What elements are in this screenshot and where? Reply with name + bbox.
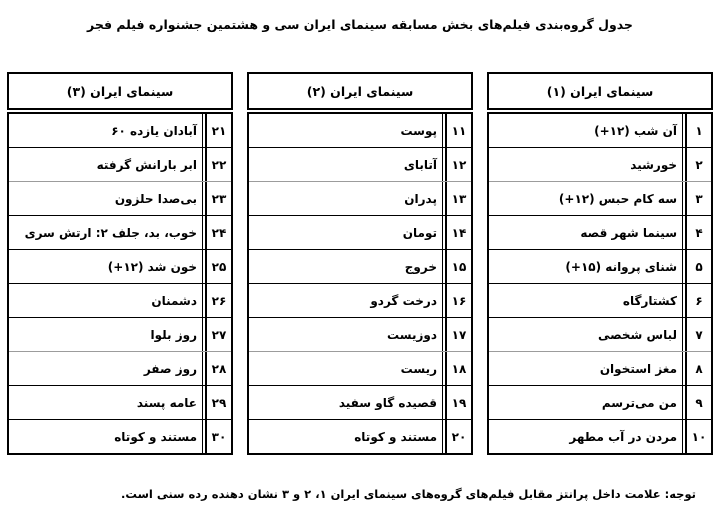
film-number: ۲۱ (205, 114, 231, 147)
table-row (9, 216, 231, 250)
film-title: آن شب (۱۲+) (489, 114, 683, 147)
table-cinema-group-1 (487, 72, 713, 455)
table-row (489, 386, 711, 420)
film-number: ۲۲ (205, 148, 231, 181)
film-title: تومان (249, 216, 443, 249)
film-title: ریست (249, 352, 443, 385)
tables-row (0, 72, 720, 455)
film-number: ۱۷ (445, 318, 471, 351)
film-number: ۲ (685, 148, 711, 181)
film-number: ۲۵ (205, 250, 231, 283)
film-title: روز بلوا (9, 318, 203, 351)
film-number: ۱۸ (445, 352, 471, 385)
table-row (489, 148, 711, 182)
table-row (249, 182, 471, 216)
film-title: دوزیست (249, 318, 443, 351)
film-title: بی‌صدا حلزون (9, 182, 203, 215)
film-number: ۶ (685, 284, 711, 317)
film-number: ۲۴ (205, 216, 231, 249)
table-body-group-2 (247, 112, 473, 455)
table-row (489, 420, 711, 453)
table-row (9, 250, 231, 284)
film-number: ۳ (685, 182, 711, 215)
film-title: لباس شخصی (489, 318, 683, 351)
table-body-group-1 (487, 112, 713, 455)
film-number: ۱۵ (445, 250, 471, 283)
table-row (9, 148, 231, 182)
film-title: قصیده گاو سفید (249, 386, 443, 419)
film-number: ۲۶ (205, 284, 231, 317)
table-row (489, 114, 711, 148)
table-row (249, 114, 471, 148)
film-title: خورشید (489, 148, 683, 181)
film-title: خون شد (۱۲+) (9, 250, 203, 283)
table-row (9, 114, 231, 148)
film-title: سینما شهر قصه (489, 216, 683, 249)
film-title: خوب، بد، جلف ۲: ارتش سری (9, 216, 203, 249)
table-header-group-1: سینمای ایران (۱) (487, 72, 713, 110)
table-row (249, 148, 471, 182)
film-title: مردن در آب مطهر (489, 420, 683, 453)
table-row (249, 318, 471, 352)
table-row (489, 352, 711, 386)
film-title: مستند و کوتاه (9, 420, 203, 453)
film-title: روز صفر (9, 352, 203, 385)
film-title: ابر بارانش گرفته (9, 148, 203, 181)
film-title: دشمنان (9, 284, 203, 317)
film-title: من می‌ترسم (489, 386, 683, 419)
table-row (9, 284, 231, 318)
film-title: پوست (249, 114, 443, 147)
film-title: مستند و کوتاه (249, 420, 443, 453)
film-number: ۱۰ (685, 420, 711, 453)
film-number: ۲۷ (205, 318, 231, 351)
film-title: آتابای (249, 148, 443, 181)
film-number: ۱۲ (445, 148, 471, 181)
table-row (249, 352, 471, 386)
table-header-group-3: سینمای ایران (۳) (7, 72, 233, 110)
film-number: ۱۱ (445, 114, 471, 147)
film-number: ۹ (685, 386, 711, 419)
film-title: سه کام حبس (۱۲+) (489, 182, 683, 215)
film-number: ۱۹ (445, 386, 471, 419)
film-title: درخت گردو (249, 284, 443, 317)
film-number: ۲۳ (205, 182, 231, 215)
table-row (9, 318, 231, 352)
film-number: ۷ (685, 318, 711, 351)
film-title: خروج (249, 250, 443, 283)
table-row (249, 250, 471, 284)
film-number: ۱۶ (445, 284, 471, 317)
page-title: جدول گروه‌بندی فیلم‌های بخش مسابقه سینمای ایران سی و هشتمین جشنواره فیلم فجر (87, 17, 633, 32)
footnote: توجه: علامت داخل پرانتز مقابل فیلم‌های گروه‌های سینمای ایران ۱، ۲ و ۳ نشان دهنده رده سنی است. (121, 487, 696, 501)
film-number: ۸ (685, 352, 711, 385)
table-body-group-3 (7, 112, 233, 455)
table-row (489, 284, 711, 318)
table-row (489, 318, 711, 352)
table-row (489, 182, 711, 216)
table-row (489, 216, 711, 250)
film-number: ۵ (685, 250, 711, 283)
film-number: ۲۰ (445, 420, 471, 453)
table-row (9, 182, 231, 216)
film-title: پدران (249, 182, 443, 215)
film-number: ۳۰ (205, 420, 231, 453)
table-row (9, 386, 231, 420)
table-row (9, 420, 231, 453)
table-row (249, 386, 471, 420)
film-title: عامه پسند (9, 386, 203, 419)
table-row (249, 284, 471, 318)
film-title: شنای پروانه (۱۵+) (489, 250, 683, 283)
film-title: آبادان یازده ۶۰ (9, 114, 203, 147)
table-row (249, 216, 471, 250)
table-row (489, 250, 711, 284)
table-cinema-group-2 (247, 72, 473, 455)
film-title: مغز استخوان (489, 352, 683, 385)
table-cinema-group-3 (7, 72, 233, 455)
film-number: ۱۳ (445, 182, 471, 215)
table-row (9, 352, 231, 386)
film-number: ۲۹ (205, 386, 231, 419)
film-number: ۲۸ (205, 352, 231, 385)
film-number: ۱۴ (445, 216, 471, 249)
film-title: کشتارگاه (489, 284, 683, 317)
film-number: ۴ (685, 216, 711, 249)
table-row (249, 420, 471, 453)
film-number: ۱ (685, 114, 711, 147)
table-header-group-2: سینمای ایران (۲) (247, 72, 473, 110)
